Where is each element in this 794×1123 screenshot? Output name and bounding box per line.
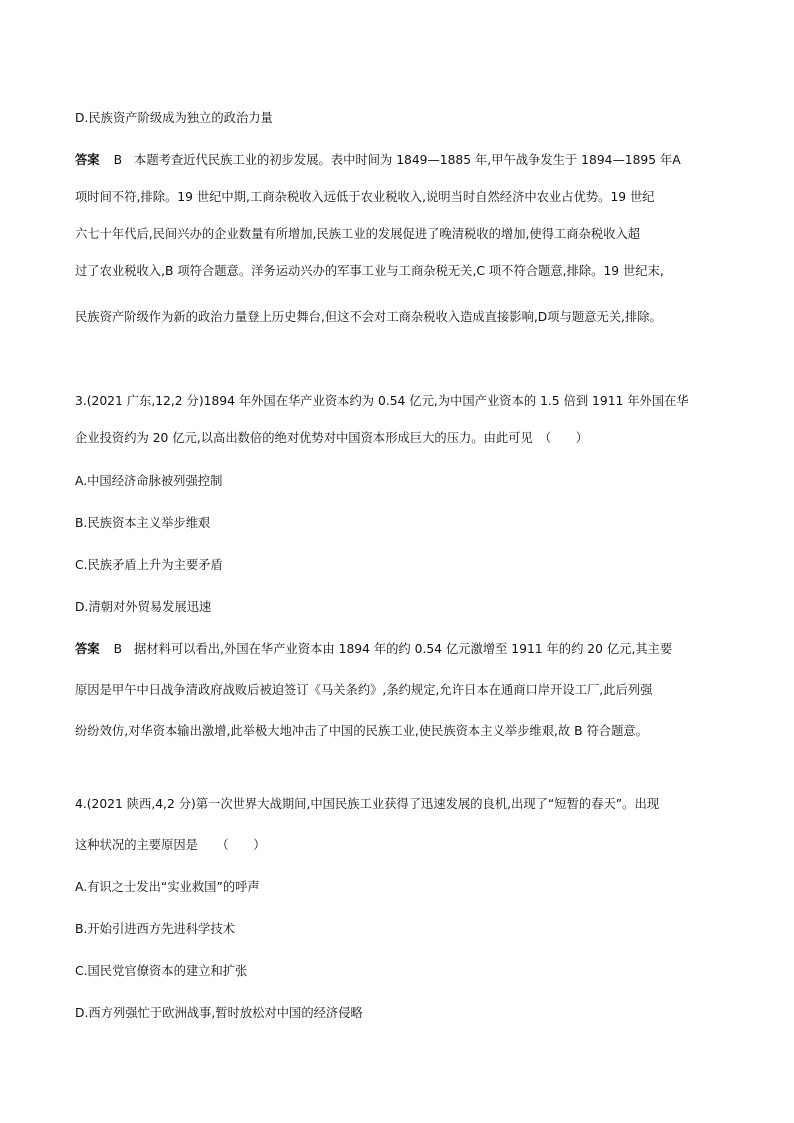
- answer-letter: B: [113, 153, 123, 167]
- q3-option-d: D.清朝对外贸易发展迅速: [75, 600, 212, 614]
- q4-stem: 这种状况的主要原因是 （ ）: [75, 838, 266, 852]
- explanation-line: 项时间不符,排除。19 世纪中期,工商杂税收入远低于农业税收入,说明当时自然经济中农业占优势。19 世纪: [75, 190, 655, 204]
- explanation-line: 六七十年代后,民间兴办的企业数量有所增加,民族工业的发展促进了晚清税收的增加,使得工商杂税收入超: [75, 227, 641, 241]
- q4-option-c: C.国民党官僚资本的建立和扩张: [75, 964, 248, 978]
- q2-answer-line: [75, 151, 735, 169]
- q3-option-c: C.民族矛盾上升为主要矛盾: [75, 558, 223, 572]
- explanation-line: 纷纷效仿,对华资本输出激增,此举极大地冲击了中国的民族工业,使民族资本主义举步维艰,故 B 符合题意。: [75, 724, 648, 738]
- explanation-text: 本题考查近代民族工业的初步发展。表中时间为 1849—1885 年,甲午战争发生于 1894—1895 年A: [134, 153, 681, 167]
- explanation-text: 据材料可以看出,外国在华产业资本由 1894 年的约 0.54 亿元激增至 1911 年的约 20 亿元,其主要: [134, 642, 673, 656]
- explanation-line: 过了农业税收入,B 项符合题意。洋务运动兴办的军事工业与工商杂税无关,C 项不符合题意,排除。19 世纪末,: [75, 264, 664, 278]
- answer-letter: B: [113, 642, 123, 656]
- q3-answer-line: [75, 640, 735, 658]
- explanation-line: 民族资产阶级作为新的政治力量登上历史舞台,但这不会对工商杂税收入造成直接影响,D项与题意无关,排除。: [75, 310, 662, 324]
- explanation-line: 原因是甲午中日战争清政府战败后被迫签订《马关条约》,条约规定,允许日本在通商口岸开设工厂,此后列强: [75, 683, 653, 697]
- q4-stem: 4.(2021 陕西,4,2 分)第一次世界大战期间,中国民族工业获得了迅速发展的良机,出现了“短暂的春天”。出现: [75, 797, 660, 811]
- q3-stem: 企业投资约为 20 亿元,以高出数倍的绝对优势对中国资本形成巨大的压力。由此可见 （ ）: [75, 431, 589, 445]
- q3-option-b: B.民族资本主义举步维艰: [75, 516, 211, 530]
- q4-option-d: D.西方列强忙于欧洲战事,暂时放松对中国的经济侵略: [75, 1006, 363, 1020]
- answer-label: 答案: [75, 153, 100, 167]
- q2-option-d: D.民族资产阶级成为独立的政治力量: [75, 111, 273, 125]
- q3-option-a: A.中国经济命脉被列强控制: [75, 474, 223, 488]
- q3-stem: 3.(2021 广东,12,2 分)1894 年外国在华产业资本约为 0.54 亿元,为中国产业资本的 1.5 倍到 1911 年外国在华: [75, 394, 689, 408]
- q4-option-b: B.开始引进西方先进科学技术: [75, 922, 235, 936]
- q4-option-a: A.有识之士发出“实业救国”的呼声: [75, 880, 260, 894]
- answer-label: 答案: [75, 642, 100, 656]
